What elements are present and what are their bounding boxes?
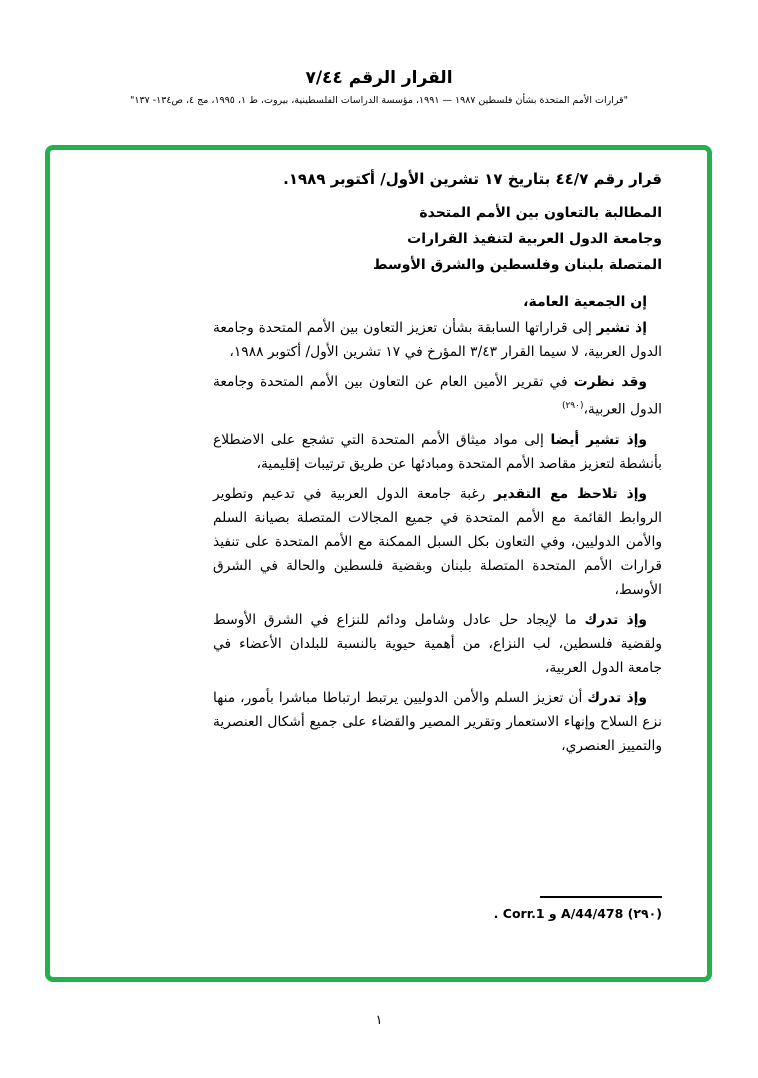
resolution-content xyxy=(50,150,707,764)
subtitle-line: المطالبة بالتعاون بين الأمم المتحدة xyxy=(419,205,662,221)
paragraph-lead: إذ تشير xyxy=(596,320,647,336)
footnote-separator xyxy=(540,896,662,898)
footnote-text: A/44/478 و Corr.1 . xyxy=(493,906,624,921)
paragraph-lead: وإذ تشير أيضا xyxy=(550,431,647,448)
subtitle-line: المتصلة بلبنان وفلسطين والشرق الأوسط xyxy=(373,257,662,273)
footnote xyxy=(494,906,662,921)
paragraph-lead: وإذ تدرك xyxy=(587,689,647,706)
paragraph-lead: وقد نظرت xyxy=(573,374,647,390)
footnote-ref: (٢٩٠) xyxy=(561,401,584,411)
paragraph xyxy=(213,608,662,680)
resolution-opening: إن الجمعية العامة، xyxy=(523,294,647,310)
paragraph-lead: وإذ تدرك xyxy=(584,611,647,628)
source-citation: "قرارات الأمم المتحدة بشأن فلسطين ١٩٨٧ — ١٩٩١، مؤسسة الدراسات الفلسطينية، بيروت، ط ١، ١٩٩٥، مج ٤، ص١٣٤- ١٣٧" xyxy=(130,95,628,106)
paragraph-text: إلى مواد ميثاق الأمم المتحدة التي تشجع على الاضطلاع بأنشطة لتعزيز مقاصد الأمم المتحدة ومبادئها عن طريق ترتيبات إقليمية، xyxy=(213,431,662,472)
footnote-number: (٢٩٠) xyxy=(627,906,662,921)
resolution-heading: قرار رقم ٤٤/٧ بتاريخ ١٧ تشرين الأول/ أكتوبر ١٩٨٩. xyxy=(283,170,662,188)
paragraph-text: ما لإيجاد حل عادل وشامل ودائم للنزاع في الشرق الأوسط ولقضية فلسطين، لب النزاع، من أهمية حيوية بالنسبة للبلدان الأعضاء في جامعة الدول العربية، xyxy=(213,611,662,676)
paragraph-lead: وإذ تلاحظ مع التقدير xyxy=(493,485,648,502)
resolution-box xyxy=(45,145,712,982)
resolution-subtitle xyxy=(213,200,662,278)
footnote-area xyxy=(494,896,662,921)
paragraph xyxy=(213,686,662,758)
paragraph xyxy=(213,316,662,364)
page-number: ١ xyxy=(375,1013,383,1028)
paragraph xyxy=(213,428,662,476)
paragraph xyxy=(213,370,662,422)
paragraph-text: في تقرير الأمين العام عن التعاون بين الأمم المتحدة وجامعة الدول العربية، xyxy=(213,374,662,418)
paragraph-text: إلى قراراتها السابقة بشأن تعزيز التعاون بين الأمم المتحدة وجامعة الدول العربية، لا سيما القرار ٣/٤٣ المؤرخ في ١٧ تشرين الأول/ أكتوبر ١٩٨٨، xyxy=(213,320,662,360)
page-title: القرار الرقم ٧/٤٤ xyxy=(305,68,453,88)
subtitle-line: وجامعة الدول العربية لتنفيذ القرارات xyxy=(407,231,662,247)
paragraph-text: رغبة جامعة الدول العربية في تدعيم وتطوير الروابط القائمة مع الأمم المتحدة في جميع المجالات المتصلة بصيانة السلم والأمن الدوليين، وفي التعاون بكل السبل الممكنة مع الأمم المتحدة على تنفيذ قرارات الأمم المتحدة المتصلة بلبنان وبقضية فلسطين والحالة في الشرق الأوسط، xyxy=(213,485,662,598)
paragraph xyxy=(213,482,662,602)
paragraph-text: أن تعزيز السلم والأمن الدوليين يرتبط ارتباطا مباشرا بأمور، منها نزع السلاح وإنهاء الاستعمار وتقرير المصير والقضاء على جميع أشكال العنصرية والتمييز العنصري، xyxy=(213,689,662,754)
